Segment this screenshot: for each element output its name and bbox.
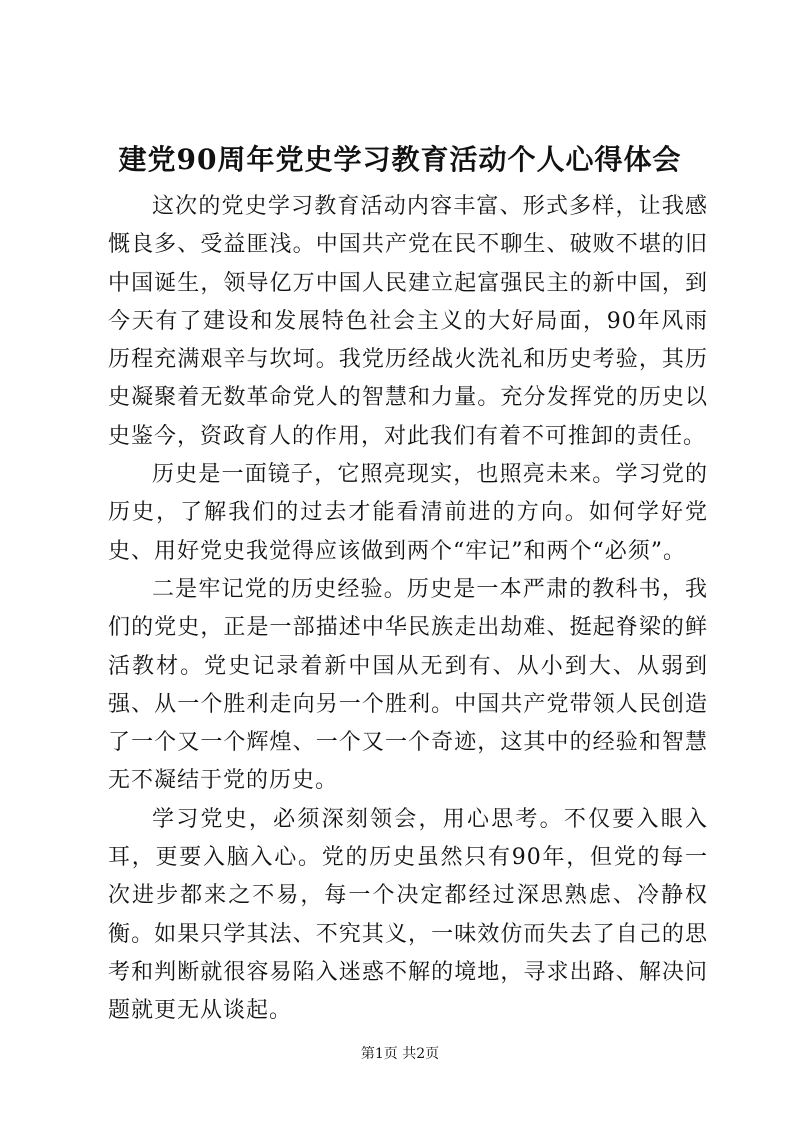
paragraph-4: 学习党史，必须深刻领会，用心思考。不仅要入眼入耳，更要入脑入心。党的历史虽然只有90年，但党的每一次进步都来之不易，每一个决定都经过深思熟虑、冷静权衡。如果只学其法、不究其义，一味效仿而失去了自己的思考和判断就很容易陷入迷惑不解的境地，寻求出路、解决问题就更无从谈起。: [108, 806, 708, 1024]
paragraph-1: 这次的党史学习教育活动内容丰富、形式多样，让我感慨良多、受益匪浅。中国共产党在民不聊生、破败不堪的旧中国诞生，领导亿万中国人民建立起富强民主的新中国，到今天有了建设和发展特色社会主义的大好局面，90年风雨历程充满艰辛与坎坷。我党历经战火洗礼和历史考验，其历史凝聚着无数革命党人的智慧和力量。充分发挥党的历史以史鉴今，资政育人的作用，对此我们有着不可推卸的责任。: [108, 194, 708, 449]
page-footer: 第1页 共2页: [360, 1046, 440, 1062]
document-title: 建党90周年党史学习教育活动个人心得体会: [118, 143, 682, 176]
paragraph-3: 二是牢记党的历史经验。历史是一本严肃的教科书，我们的党史，正是一部描述中华民族走出劫难、挺起脊梁的鲜活教材。党史记录着新中国从无到有、从小到大、从弱到强、从一个胜利走向另一个胜利。中国共产党带领人民创造了一个又一个辉煌、一个又一个奇迹，这其中的经验和智慧无不凝结于党的历史。: [108, 576, 708, 794]
document-body: [108, 188, 708, 1031]
paragraph-2: 历史是一面镜子，它照亮现实，也照亮未来。学习党的历史，了解我们的过去才能看清前进的方向。如何学好党史、用好党史我觉得应该做到两个“牢记”和两个“必须”。: [108, 462, 708, 564]
